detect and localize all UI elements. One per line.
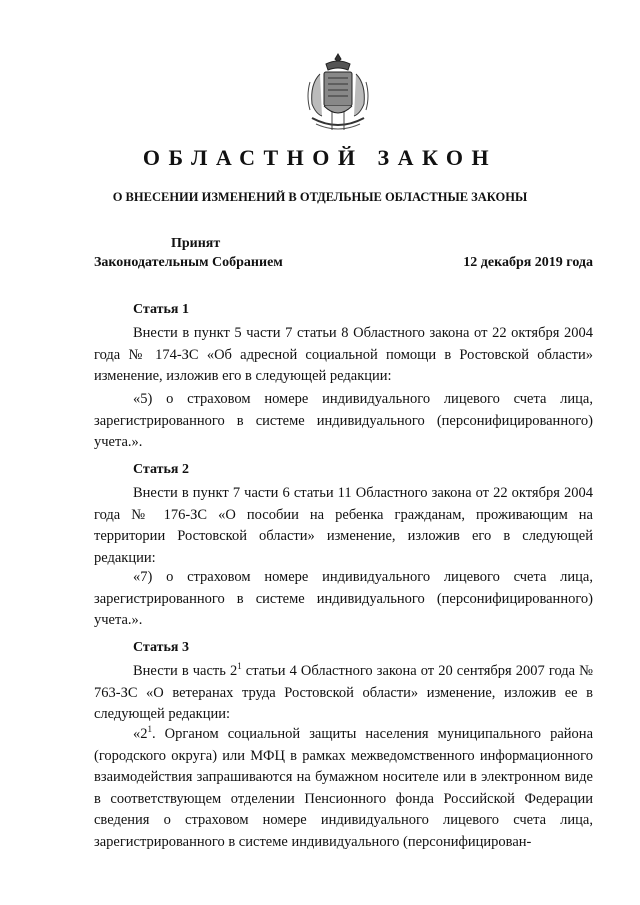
adoption-line-1: Принят <box>171 236 221 251</box>
article-1-paragraph-1: Внести в пункт 5 части 7 статьи 8 Областного закона от 22 октября 2004 года № 174-ЗС «Об адресной социальной помощи в Ростовской области» изменение, изложив его в следующей редакции: <box>94 325 593 384</box>
article-3-heading: Статья 3 <box>133 640 189 655</box>
article-2-paragraph-1: Внести в пункт 7 части 6 статьи 11 Областного закона от 22 октября 2004 года № 176-ЗС «О пособии на ребенка гражданам, проживающим на территории Ростовской области» изменение, изложив его в следующей редакции: <box>94 485 593 566</box>
document-title: ОБЛАСТНОЙ ЗАКОН <box>142 145 498 170</box>
document-subtitle: О ВНЕСЕНИИ ИЗМЕНЕНИЙ В ОТДЕЛЬНЫЕ ОБЛАСТНЫЕ ЗАКОНЫ <box>112 190 528 204</box>
adoption-line-2: Законодательным Собранием <box>94 255 283 270</box>
article-3-paragraph-1: Внести в часть $2^1$ статьи 4 Областного закона от 20 сентября 2007 года № 763-ЗС «О ветеранах труда Ростовской области» изменение, изложив ее в следующей редакции: <box>94 661 593 722</box>
coat-of-arms-icon <box>302 52 374 136</box>
article-3-paragraph-2: «$2^1$. Органом социальной защиты населения муниципального района (городского округа) или МФЦ в рамках межведомственного информационного взаимодействия запрашиваются на бумажном носителе или в электронном виде в соответствующем отделении Пенсионного фонда Российской Федерации сведения о страховом номере индивидуального лицевого счета лица, зарегистрированного в системе индивидуального (персонифицирован- <box>94 724 593 850</box>
article-1-paragraph-2: «5) о страховом номере индивидуального лицевого счета лица, зарегистрированного в системе индивидуального (персонифицированного) учета.». <box>94 391 593 450</box>
article-2-paragraph-2: «7) о страховом номере индивидуального лицевого счета лица, зарегистрированного в системе индивидуального (персонифицированного) учета.». <box>94 569 593 628</box>
article-1-heading: Статья 1 <box>133 302 189 317</box>
article-2-heading: Статья 2 <box>133 462 189 477</box>
adoption-date: 12 декабря 2019 года <box>463 255 593 270</box>
